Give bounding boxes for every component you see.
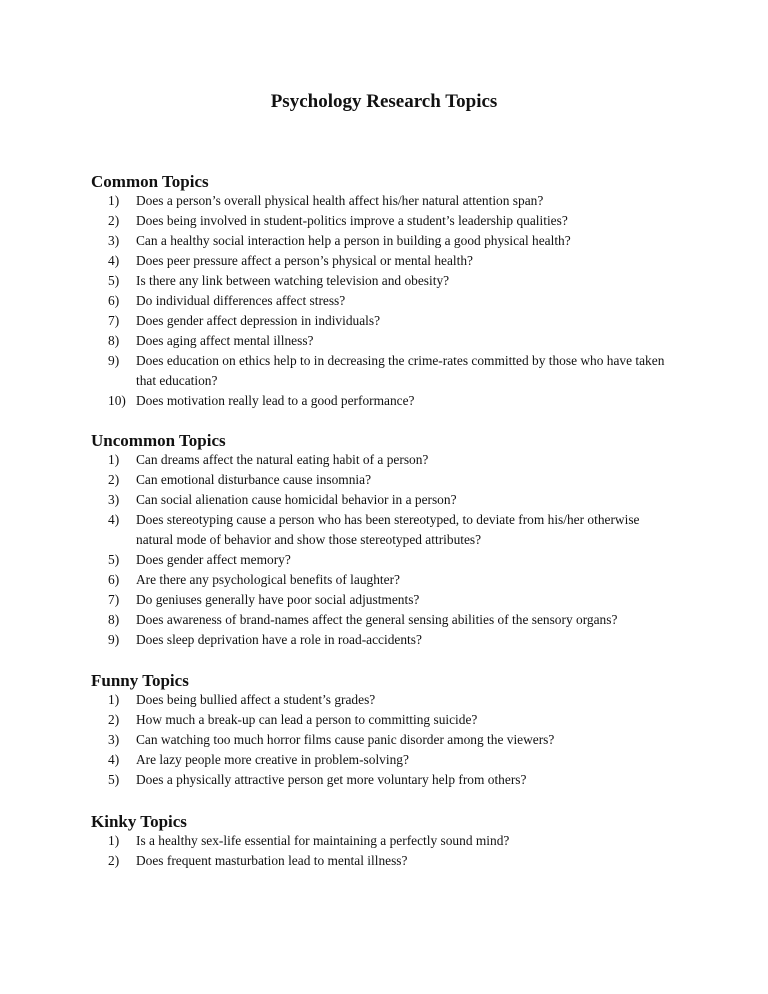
item-number: 3): [108, 492, 120, 507]
item-number: 9): [108, 353, 120, 368]
list-item: [0, 331, 768, 351]
item-text: Are lazy people more creative in problem-solving?: [136, 752, 409, 767]
item-text: Does frequent masturbation lead to mental illness?: [136, 853, 408, 868]
section-heading: Funny Topics: [91, 671, 189, 690]
item-text: Does education on ethics help to in decreasing the crime-rates committed by those who have taken that education?: [136, 353, 665, 388]
list-item: [0, 550, 768, 570]
item-text: Is there any link between watching television and obesity?: [136, 273, 450, 288]
list-item: [0, 251, 768, 271]
topic-list: [0, 690, 768, 790]
list-item: [0, 470, 768, 490]
list-item: [0, 630, 768, 650]
item-number: 4): [108, 512, 120, 527]
item-number: 6): [108, 293, 120, 308]
item-text: Does motivation really lead to a good performance?: [136, 393, 415, 408]
list-item: [0, 690, 768, 710]
list-item: [0, 570, 768, 590]
item-text: Does a person’s overall physical health affect his/her natural attention span?: [136, 193, 544, 208]
item-number: 7): [108, 592, 120, 607]
list-item: [0, 271, 768, 291]
list-item: [0, 510, 768, 550]
item-text: Does gender affect memory?: [136, 552, 291, 567]
item-number: 8): [108, 612, 120, 627]
item-text: Does awareness of brand-names affect the general sensing abilities of the sensory organs?: [136, 612, 618, 627]
section-heading: Kinky Topics: [91, 812, 187, 831]
topic-list: [0, 191, 768, 411]
item-number: 8): [108, 333, 120, 348]
item-text: Does stereotyping cause a person who has been stereotyped, to deviate from his/her otherwise natural mode of behavior and show those stereotyped attributes?: [136, 512, 640, 547]
item-text: Does sleep deprivation have a role in road-accidents?: [136, 632, 422, 647]
list-item: [0, 831, 768, 851]
item-number: 1): [108, 193, 120, 208]
item-text: Does peer pressure affect a person’s physical or mental health?: [136, 253, 473, 268]
item-text: Can emotional disturbance cause insomnia?: [136, 472, 372, 487]
item-number: 5): [108, 552, 120, 567]
item-number: 4): [108, 253, 120, 268]
item-text: Does aging affect mental illness?: [136, 333, 314, 348]
list-item: [0, 311, 768, 331]
list-item: [0, 191, 768, 211]
item-number: 1): [108, 833, 120, 848]
topic-list: [0, 450, 768, 650]
item-number: 3): [108, 233, 120, 248]
list-item: [0, 710, 768, 730]
item-number: 2): [108, 712, 120, 727]
item-text: Can a healthy social interaction help a person in building a good physical health?: [136, 233, 571, 248]
topic-list: [0, 831, 768, 871]
item-number: 2): [108, 472, 120, 487]
item-number: 6): [108, 572, 120, 587]
item-text: Does a physically attractive person get more voluntary help from others?: [136, 772, 527, 787]
list-item: [0, 730, 768, 750]
item-number: 2): [108, 213, 120, 228]
item-text: Is a healthy sex-life essential for maintaining a perfectly sound mind?: [136, 833, 510, 848]
list-item: [0, 750, 768, 770]
item-number: 10): [108, 393, 126, 408]
page-title: Psychology Research Topics: [270, 91, 498, 112]
list-item: [0, 450, 768, 470]
item-number: 4): [108, 752, 120, 767]
list-item: [0, 391, 768, 411]
item-number: 7): [108, 313, 120, 328]
item-text: Are there any psychological benefits of laughter?: [136, 572, 400, 587]
list-item: [0, 231, 768, 251]
list-item: [0, 211, 768, 231]
item-text: How much a break-up can lead a person to committing suicide?: [136, 712, 478, 727]
item-text: Does gender affect depression in individuals?: [136, 313, 381, 328]
item-text: Do individual differences affect stress?: [136, 293, 346, 308]
item-number: 5): [108, 273, 120, 288]
list-item: [0, 351, 768, 391]
item-number: 9): [108, 632, 120, 647]
item-text: Can dreams affect the natural eating habit of a person?: [136, 452, 429, 467]
item-text: Can watching too much horror films cause panic disorder among the viewers?: [136, 732, 555, 747]
item-text: Does being bullied affect a student’s grades?: [136, 692, 376, 707]
item-number: 2): [108, 853, 120, 868]
item-text: Does being involved in student-politics improve a student’s leadership qualities?: [136, 213, 568, 228]
list-item: [0, 490, 768, 510]
list-item: [0, 770, 768, 790]
item-number: 5): [108, 772, 120, 787]
section-heading: Common Topics: [91, 172, 209, 191]
list-item: [0, 851, 768, 871]
list-item: [0, 291, 768, 311]
item-number: 1): [108, 452, 120, 467]
item-text: Can social alienation cause homicidal behavior in a person?: [136, 492, 457, 507]
item-number: 1): [108, 692, 120, 707]
item-number: 3): [108, 732, 120, 747]
item-text: Do geniuses generally have poor social adjustments?: [136, 592, 420, 607]
list-item: [0, 610, 768, 630]
section-heading: Uncommon Topics: [91, 431, 226, 450]
list-item: [0, 590, 768, 610]
